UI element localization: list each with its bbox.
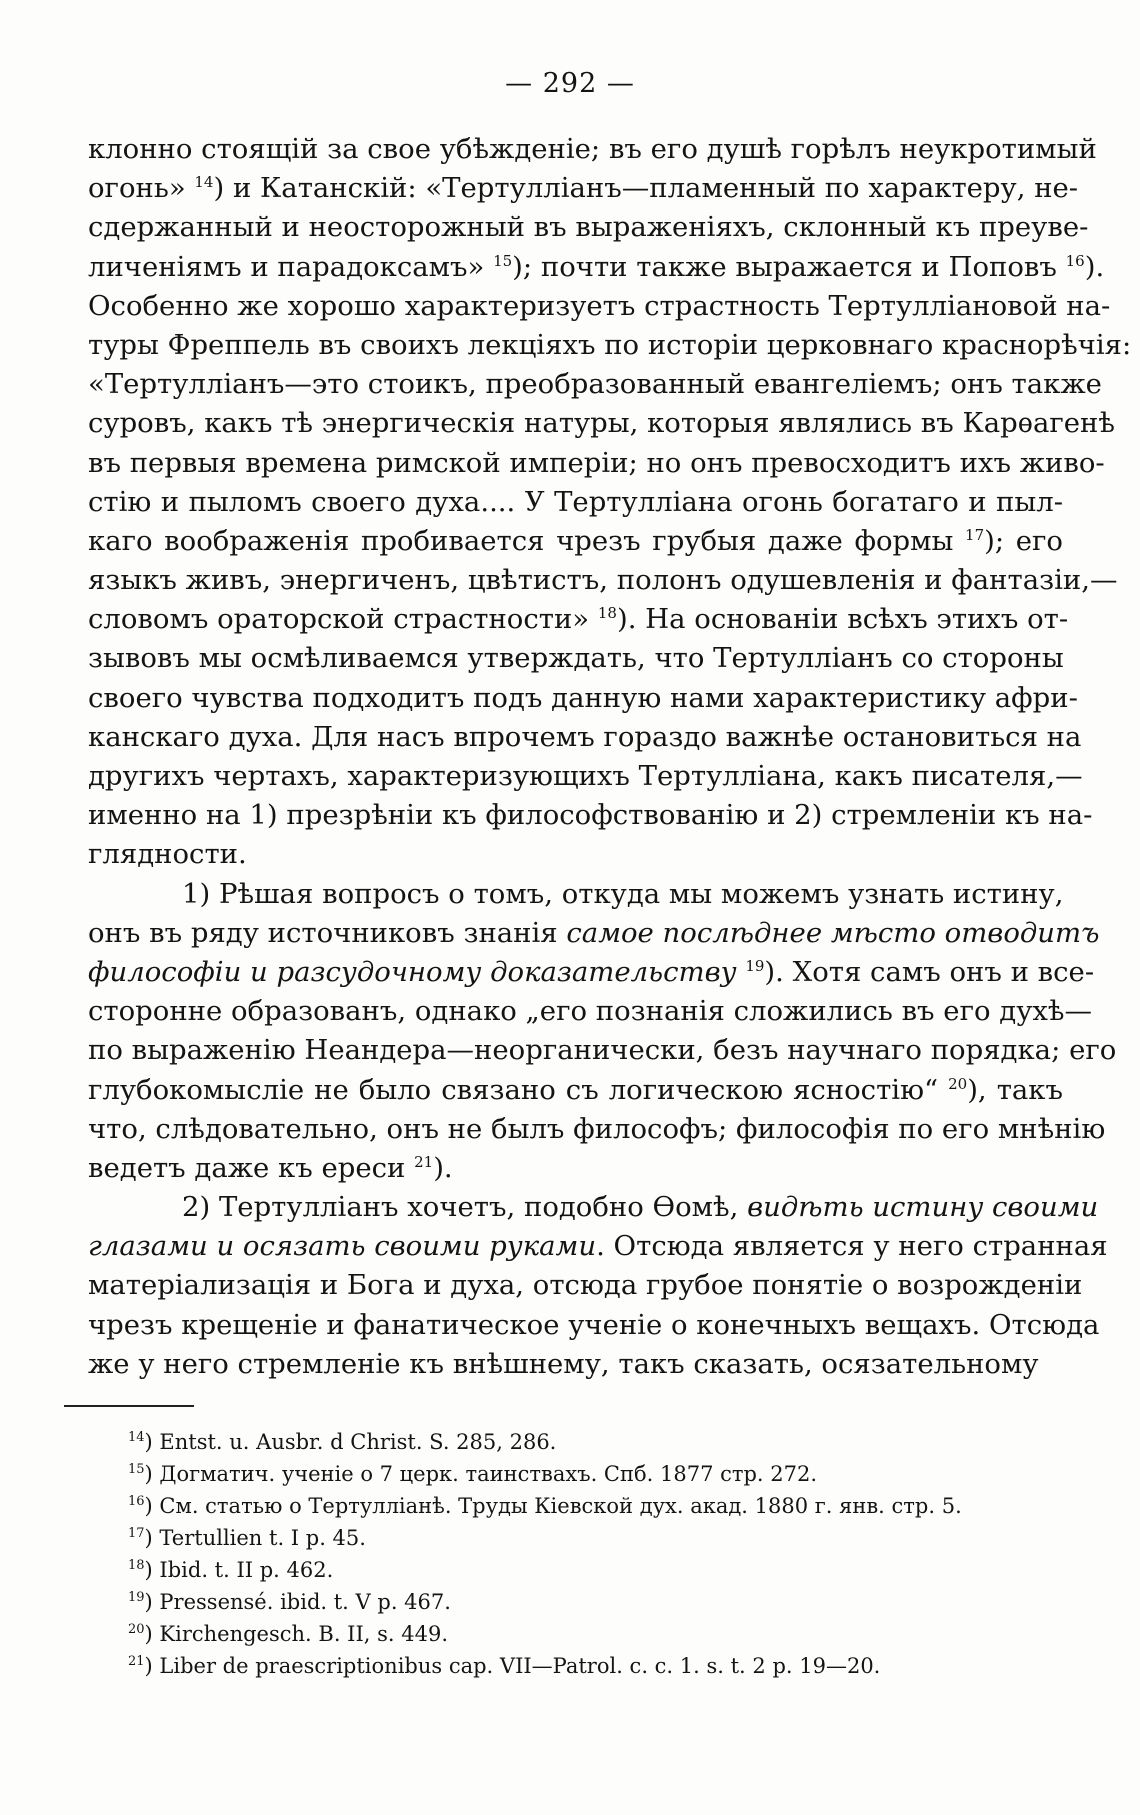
- footnote-reference: 17: [965, 525, 985, 544]
- text-run: ). Хотя самъ онъ и все-: [764, 955, 1095, 988]
- text-run: по выраженію Неандера—неорганически, безъ научнаго порядка; его: [88, 1034, 1117, 1067]
- footnote: [128, 1650, 1058, 1682]
- footnote: [128, 1490, 1058, 1522]
- footnote: [128, 1426, 1058, 1458]
- text-run: сторонне образованъ, однако „его познанія сложились въ его духѣ—: [88, 995, 1092, 1028]
- text-run: туры Фреппель въ своихъ лекціяхъ по исторіи церковнаго краснорѣчія:: [88, 328, 1132, 361]
- text-line: [88, 639, 1063, 678]
- text-run: ), такъ: [967, 1073, 1063, 1106]
- footnote-text: ) Догматич. ученіе о 7 церк. таинствахъ. Спб. 1877 стр. 272.: [144, 1462, 818, 1486]
- footnotes: [128, 1426, 1058, 1682]
- body-text: [88, 130, 1132, 1384]
- text-line: [88, 326, 1132, 365]
- text-run: матеріализація и Бога и духа, отсюда грубое понятіе о возрожденіи: [88, 1269, 1083, 1302]
- text-line: [88, 1227, 1108, 1266]
- text-run: ведетъ даже къ ереси: [88, 1151, 415, 1184]
- emphasized-text: самое послѣднее мѣсто отводитъ: [566, 916, 1100, 949]
- text-run: въ первыя времена римской имперіи; но онъ превосходитъ ихъ живо-: [88, 446, 1105, 479]
- footnote-reference: 15: [493, 251, 513, 270]
- text-run: сдержанный и неосторожный въ выраженіяхъ, склонный къ преуве-: [88, 211, 1089, 244]
- text-run: именно на 1) презрѣніи къ философствованію и 2) стремленіи къ на-: [88, 799, 1093, 832]
- text-run: языкъ живъ, энергиченъ, цвѣтистъ, полонъ одушевленія и фантазіи,—: [88, 564, 1118, 597]
- emphasized-text: философіи и разсудочному доказательству: [88, 955, 737, 988]
- text-line: [88, 1266, 1083, 1305]
- text-run: каго воображенія пробивается чрезъ грубыя даже формы: [88, 524, 966, 557]
- footnote-text: ) См. статью о Тертулліанѣ. Труды Кіевской дух. акад. 1880 г. янв. стр. 5.: [144, 1494, 962, 1518]
- text-line: [88, 287, 1111, 326]
- text-run: стію и пыломъ своего духа.... У Тертулліана огонь богатаго и пыл-: [88, 485, 1063, 518]
- text-run: суровъ, какъ тѣ энергическія натуры, которыя являлись въ Карѳагенѣ: [88, 407, 1115, 440]
- footnote-text: ) Tertullien t. I p. 45.: [144, 1526, 366, 1550]
- text-line: [88, 718, 1082, 757]
- text-run: клонно стоящій за свое убѣжденіе; въ его душѣ горѣлъ неукротимый: [88, 133, 1097, 165]
- footnote-number: 20: [128, 1622, 145, 1637]
- text-line: [88, 914, 1100, 953]
- text-run: ) и Катанскій: «Тертулліанъ—пламенный по характеру, не-: [213, 172, 1079, 205]
- text-line: [88, 365, 1102, 404]
- text-line: [88, 1149, 1063, 1188]
- text-run: ). На основаніи всѣхъ этихъ от-: [616, 603, 1069, 636]
- emphasized-text: видѣть истину своими: [747, 1191, 1099, 1224]
- footnote-number: 15: [128, 1462, 145, 1477]
- text-line: [88, 1345, 1063, 1384]
- text-run: огонь»: [88, 172, 195, 205]
- footnote-text: ) Entst. u. Ausbr. d Christ. S. 285, 286.: [144, 1430, 557, 1454]
- footnote-text: ) Kirchengesch. B. II, s. 449.: [144, 1622, 448, 1646]
- text-line: [88, 1110, 1106, 1149]
- footnote-reference: 19: [745, 956, 765, 975]
- footnote-text: ) Pressensé. ibid. t. V p. 467.: [144, 1590, 451, 1614]
- text-run: 1) Рѣшая вопросъ о томъ, откуда мы можемъ узнать истину,: [182, 877, 1064, 910]
- text-line: [88, 835, 1063, 874]
- text-run: канскаго духа. Для насъ впрочемъ гораздо важнѣе остановиться на: [88, 720, 1082, 753]
- footnote-reference: 14: [194, 173, 214, 192]
- text-run: [737, 956, 746, 988]
- footnote-number: 14: [128, 1430, 145, 1445]
- text-line: [88, 169, 1079, 208]
- footnote-reference: 16: [1065, 251, 1085, 270]
- text-run: . Отсюда является у него странная: [596, 1230, 1108, 1263]
- text-line: [88, 248, 1105, 287]
- footnote-number: 17: [128, 1526, 145, 1541]
- text-run: своего чувства подходитъ подъ данную нами характеристику афри-: [88, 681, 1078, 714]
- text-line: [88, 1188, 1099, 1227]
- text-line: [88, 1031, 1117, 1070]
- text-line: [88, 1071, 1063, 1110]
- footnote-divider: [64, 1405, 194, 1407]
- text-line: [88, 1306, 1100, 1345]
- footnote-number: 21: [128, 1654, 145, 1669]
- text-run: ); почти также выражается и Поповъ: [512, 250, 1066, 283]
- text-line: [88, 992, 1092, 1031]
- text-run: глядности.: [88, 838, 247, 871]
- text-run: 2) Тертулліанъ хочетъ, подобно Ѳомѣ,: [182, 1191, 748, 1224]
- text-line: [88, 483, 1063, 522]
- text-run: что, слѣдовательно, онъ не былъ философъ; философія по его мнѣнію: [88, 1112, 1106, 1145]
- text-line: [88, 953, 1095, 992]
- footnote-number: 18: [128, 1558, 145, 1573]
- text-run: ).: [1084, 250, 1105, 283]
- text-run: чрезъ крещеніе и фанатическое ученіе о конечныхъ вещахъ. Отсюда: [88, 1308, 1100, 1341]
- text-run: глубокомысліе не было связано съ логическою ясностію“: [88, 1073, 949, 1106]
- text-line: [88, 130, 1097, 169]
- text-line: [88, 208, 1089, 247]
- text-run: ); его: [984, 524, 1063, 557]
- text-run: другихъ чертахъ, характеризующихъ Тертулліана, какъ писателя,—: [88, 760, 1083, 792]
- footnote: [128, 1618, 1058, 1650]
- text-line: [88, 875, 1063, 914]
- footnote-text: ) Liber de praescriptionibus cap. VII—Patrol. c. c. 1. s. t. 2 p. 19—20.: [144, 1654, 881, 1678]
- text-line: [88, 444, 1105, 483]
- text-line: [88, 404, 1115, 443]
- text-line: [88, 600, 1069, 639]
- text-run: зывовъ мы осмѣливаемся утверждать, что Тертулліанъ со стороны: [88, 642, 1064, 675]
- emphasized-text: глазами и осязать своими руками: [88, 1230, 597, 1263]
- text-run: «Тертулліанъ—это стоикъ, преобразованный евангеліемъ; онъ также: [88, 368, 1102, 401]
- footnote-reference: 18: [597, 604, 617, 623]
- text-line: [88, 757, 1083, 796]
- text-run: же у него стремленіе къ внѣшнему, такъ сказать, осязательному: [88, 1347, 1039, 1380]
- footnote: [128, 1522, 1058, 1554]
- text-run: онъ въ ряду источниковъ знанія: [88, 916, 567, 949]
- text-run: личеніямъ и парадоксамъ»: [88, 250, 494, 283]
- footnote-number: 19: [128, 1590, 145, 1605]
- footnote-reference: 21: [414, 1152, 434, 1171]
- page-number: — 292 —: [505, 68, 635, 99]
- footnote-number: 16: [128, 1494, 145, 1509]
- text-line: [88, 796, 1093, 835]
- footnote-reference: 20: [948, 1074, 968, 1093]
- text-line: [88, 679, 1078, 718]
- footnote: [128, 1554, 1058, 1586]
- text-run: ).: [433, 1151, 453, 1184]
- text-line: [88, 522, 1063, 561]
- text-line: [88, 561, 1118, 600]
- footnote: [128, 1586, 1058, 1618]
- footnote: [128, 1458, 1058, 1490]
- footnote-text: ) Ibid. t. II p. 462.: [144, 1558, 334, 1582]
- text-run: Особенно же хорошо характеризуетъ страстность Тертулліановой на-: [88, 289, 1111, 322]
- text-run: словомъ ораторской страстности»: [88, 603, 598, 636]
